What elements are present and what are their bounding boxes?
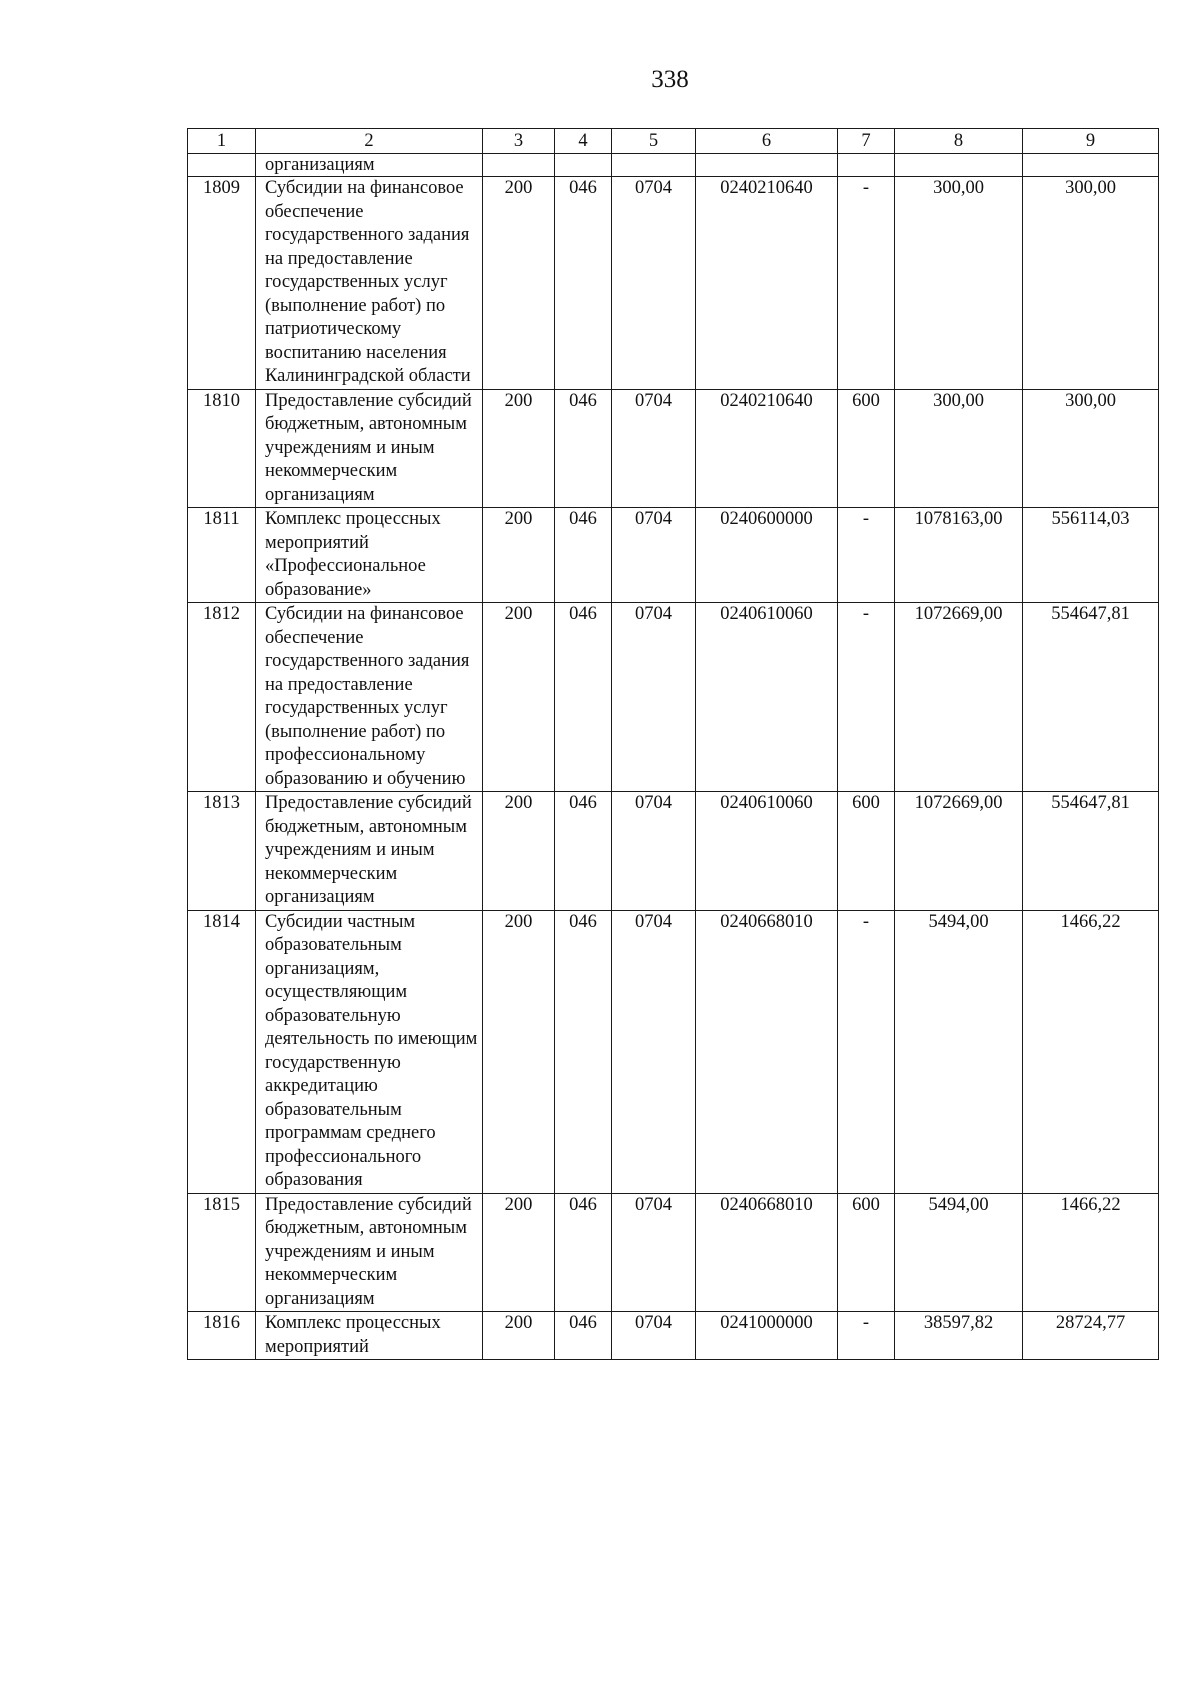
cell-empty bbox=[612, 154, 696, 177]
table-row bbox=[188, 177, 1159, 390]
column-header: 9 bbox=[1023, 129, 1159, 154]
cell-col5: 0704 bbox=[612, 177, 696, 390]
cell-col7: 600 bbox=[838, 792, 895, 911]
column-header: 8 bbox=[895, 129, 1023, 154]
table-row bbox=[188, 508, 1159, 603]
cell-col8: 5494,00 bbox=[895, 910, 1023, 1193]
cell-name: Субсидии на финансовое обеспечение государственного задания на предоставление государственных услуг (выполнение работ) по патриотическому воспитанию населения Калининградской области bbox=[256, 177, 483, 390]
cell-empty bbox=[188, 154, 256, 177]
cell-empty bbox=[483, 154, 555, 177]
cell-col4: 046 bbox=[555, 1193, 612, 1312]
cell-empty bbox=[1023, 154, 1159, 177]
cell-col9: 554647,81 bbox=[1023, 792, 1159, 911]
cell-col6: 0240668010 bbox=[696, 910, 838, 1193]
cell-col9: 556114,03 bbox=[1023, 508, 1159, 603]
column-header: 3 bbox=[483, 129, 555, 154]
cell-col4: 046 bbox=[555, 1312, 612, 1360]
table-row bbox=[188, 910, 1159, 1193]
column-header: 6 bbox=[696, 129, 838, 154]
cell-col7: 600 bbox=[838, 1193, 895, 1312]
column-header: 4 bbox=[555, 129, 612, 154]
cell-col9: 554647,81 bbox=[1023, 603, 1159, 792]
cell-col7: - bbox=[838, 508, 895, 603]
cell-name: Субсидии частным образовательным организациям, осуществляющим образовательную деятельность по имеющим государственную аккредитацию образовательным программам среднего профессионального образования bbox=[256, 910, 483, 1193]
column-header: 1 bbox=[188, 129, 256, 154]
cell-col6: 0240668010 bbox=[696, 1193, 838, 1312]
cell-col8: 300,00 bbox=[895, 389, 1023, 508]
cell-col6: 0240600000 bbox=[696, 508, 838, 603]
cell-col9: 1466,22 bbox=[1023, 910, 1159, 1193]
cell-name: Предоставление субсидий бюджетным, автономным учреждениям и иным некоммерческим организациям bbox=[256, 1193, 483, 1312]
cell-col8: 1072669,00 bbox=[895, 603, 1023, 792]
cell-col3: 200 bbox=[483, 177, 555, 390]
budget-table bbox=[187, 128, 1159, 1360]
cell-col9: 28724,77 bbox=[1023, 1312, 1159, 1360]
cell-row-number: 1813 bbox=[188, 792, 256, 911]
cell-name: Предоставление субсидий бюджетным, автономным учреждениям и иным некоммерческим организациям bbox=[256, 792, 483, 911]
cell-row-number: 1815 bbox=[188, 1193, 256, 1312]
cell-col3: 200 bbox=[483, 1312, 555, 1360]
cell-name: Комплекс процессных мероприятий bbox=[256, 1312, 483, 1360]
cell-empty bbox=[895, 154, 1023, 177]
cell-col6: 0240610060 bbox=[696, 792, 838, 911]
cell-col3: 200 bbox=[483, 389, 555, 508]
cell-col8: 5494,00 bbox=[895, 1193, 1023, 1312]
cell-col7: - bbox=[838, 603, 895, 792]
page-number: 338 bbox=[651, 66, 689, 93]
cell-col8: 300,00 bbox=[895, 177, 1023, 390]
cell-col5: 0704 bbox=[612, 389, 696, 508]
cell-col4: 046 bbox=[555, 910, 612, 1193]
cell-col5: 0704 bbox=[612, 1312, 696, 1360]
cell-col8: 38597,82 bbox=[895, 1312, 1023, 1360]
table-row bbox=[188, 792, 1159, 911]
cell-name: организациям bbox=[256, 154, 483, 177]
cell-row-number: 1809 bbox=[188, 177, 256, 390]
cell-col5: 0704 bbox=[612, 792, 696, 911]
table-row bbox=[188, 1193, 1159, 1312]
column-header: 5 bbox=[612, 129, 696, 154]
continuation-row bbox=[188, 154, 1159, 177]
cell-col5: 0704 bbox=[612, 910, 696, 1193]
cell-row-number: 1814 bbox=[188, 910, 256, 1193]
cell-col6: 0240210640 bbox=[696, 389, 838, 508]
table-row bbox=[188, 1312, 1159, 1360]
cell-col8: 1078163,00 bbox=[895, 508, 1023, 603]
cell-col4: 046 bbox=[555, 508, 612, 603]
cell-row-number: 1811 bbox=[188, 508, 256, 603]
cell-row-number: 1812 bbox=[188, 603, 256, 792]
cell-col4: 046 bbox=[555, 792, 612, 911]
cell-col3: 200 bbox=[483, 792, 555, 911]
cell-col9: 300,00 bbox=[1023, 389, 1159, 508]
cell-empty bbox=[555, 154, 612, 177]
cell-name: Комплекс процессных мероприятий «Профессиональное образование» bbox=[256, 508, 483, 603]
cell-col7: - bbox=[838, 177, 895, 390]
cell-empty bbox=[696, 154, 838, 177]
cell-col7: - bbox=[838, 1312, 895, 1360]
cell-col7: - bbox=[838, 910, 895, 1193]
cell-col3: 200 bbox=[483, 508, 555, 603]
cell-col4: 046 bbox=[555, 177, 612, 390]
cell-col5: 0704 bbox=[612, 1193, 696, 1312]
table-row bbox=[188, 389, 1159, 508]
cell-col9: 300,00 bbox=[1023, 177, 1159, 390]
cell-col6: 0240210640 bbox=[696, 177, 838, 390]
column-header: 2 bbox=[256, 129, 483, 154]
cell-col9: 1466,22 bbox=[1023, 1193, 1159, 1312]
cell-col5: 0704 bbox=[612, 603, 696, 792]
cell-col3: 200 bbox=[483, 910, 555, 1193]
cell-col7: 600 bbox=[838, 389, 895, 508]
cell-col4: 046 bbox=[555, 603, 612, 792]
cell-col8: 1072669,00 bbox=[895, 792, 1023, 911]
cell-row-number: 1816 bbox=[188, 1312, 256, 1360]
table-row bbox=[188, 603, 1159, 792]
column-header: 7 bbox=[838, 129, 895, 154]
cell-col5: 0704 bbox=[612, 508, 696, 603]
cell-name: Предоставление субсидий бюджетным, автономным учреждениям и иным некоммерческим организациям bbox=[256, 389, 483, 508]
cell-col3: 200 bbox=[483, 603, 555, 792]
cell-col6: 0241000000 bbox=[696, 1312, 838, 1360]
cell-col6: 0240610060 bbox=[696, 603, 838, 792]
cell-col4: 046 bbox=[555, 389, 612, 508]
cell-col3: 200 bbox=[483, 1193, 555, 1312]
cell-empty bbox=[838, 154, 895, 177]
cell-row-number: 1810 bbox=[188, 389, 256, 508]
header-row bbox=[188, 129, 1159, 154]
cell-name: Субсидии на финансовое обеспечение государственного задания на предоставление государственных услуг (выполнение работ) по профессиональному образованию и обучению bbox=[256, 603, 483, 792]
